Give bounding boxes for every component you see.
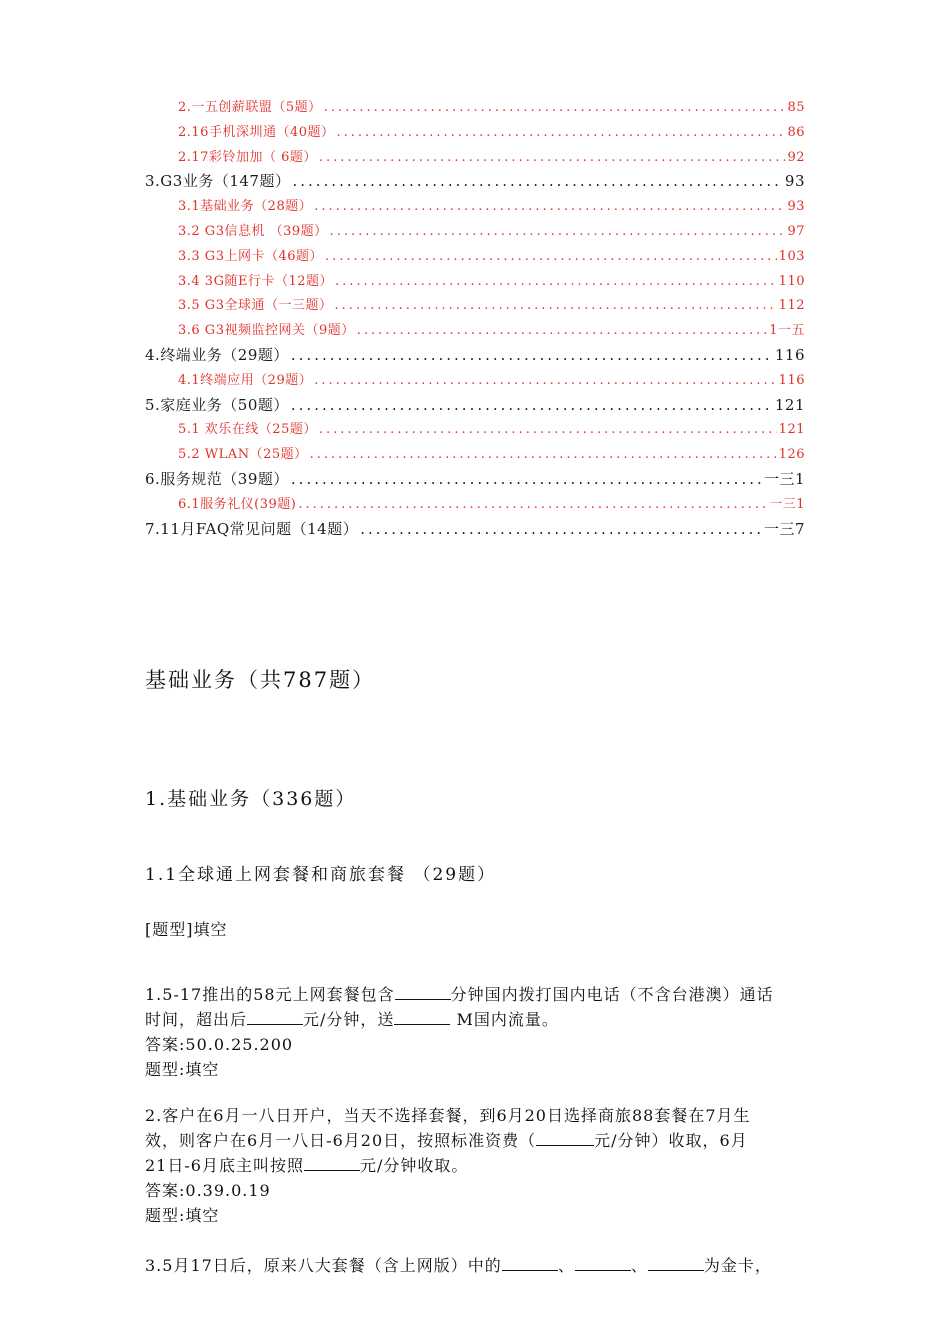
toc-entry[interactable] [145, 468, 805, 493]
toc-page-number: 93 [784, 172, 805, 191]
toc-page-number: 121 [774, 395, 805, 414]
toc-leader-dots [337, 125, 786, 140]
toc-entry-title: 3.6 G3视频监控网关（9题） [178, 323, 355, 339]
answer-blank [394, 1008, 450, 1025]
chapter-heading: 基础业务（共787题） [145, 668, 376, 692]
toc-entry-title: 3.5 G3全球通（一三题） [178, 298, 333, 314]
toc-leader-dots [314, 373, 776, 388]
toc-leader-dots [324, 100, 786, 115]
toc-page-number: 85 [787, 100, 805, 115]
toc-leader-dots [319, 150, 786, 165]
toc-leader-dots [292, 172, 782, 190]
toc-entry[interactable] [145, 270, 805, 295]
toc-entry[interactable] [145, 96, 805, 121]
toc-entry-title: 3.2 G3信息机 （39题） [178, 223, 328, 239]
question-text: 为金卡， [703, 1256, 772, 1275]
toc-entry[interactable] [145, 245, 805, 270]
question-text: 分钟国内拨打国内电话（不含台港澳）通话 [450, 985, 774, 1004]
answer-text: 答案:50.0.25.200 [145, 1035, 294, 1054]
subsection-heading: 1.1全球通上网套餐和商旅套餐 （29题） [145, 865, 497, 885]
toc-entry[interactable] [145, 319, 805, 344]
section-heading: 1.基础业务（336题） [145, 788, 357, 810]
toc-leader-dots [357, 323, 767, 338]
toc-entry-title: 2.16手机深圳通（40题） [178, 124, 335, 140]
question-text: 3.5月17日后，原来八大套餐（含上网版）中的 [145, 1256, 502, 1275]
toc-leader-dots [291, 396, 773, 414]
question-type-label: [题型]填空 [145, 920, 228, 939]
separator: 、 [630, 1256, 648, 1275]
answer-blank [247, 1008, 303, 1025]
toc-page-number: 116 [774, 345, 805, 364]
toc-entry-title: 3.1基础业务（28题） [178, 199, 313, 215]
question-text: 1.5-17推出的58元上网套餐包含 [145, 985, 395, 1004]
question-text: 21日-6月底主叫按照 [145, 1156, 304, 1175]
toc-page-number: 93 [787, 199, 805, 215]
toc-entry-title: 2.一五创薪联盟（5题） [178, 100, 322, 115]
question-type: 题型:填空 [145, 1060, 220, 1079]
toc-entry-title: 5.1 欢乐在线（25题） [178, 422, 317, 438]
toc-entry-title: 5.家庭业务（50题） [145, 395, 289, 414]
question-text: 效，则客户在6月一八日-6月20日，按照标准资费（ [145, 1131, 537, 1150]
toc-entry-title: 6.1服务礼仪(39题) [178, 496, 297, 512]
question-text: 2.客户在6月一八日开户，当天不选择套餐，到6月20日选择商旅88套餐在7月生 [145, 1106, 751, 1125]
toc-entry-title: 6.服务规范（39题） [145, 469, 289, 488]
toc-leader-dots [319, 422, 777, 437]
toc-leader-dots [314, 199, 785, 214]
separator: 、 [557, 1256, 575, 1275]
toc-page-number: 110 [778, 273, 805, 289]
toc-leader-dots [334, 298, 776, 313]
toc-entry[interactable] [145, 493, 805, 518]
toc-page-number: 一三1 [769, 496, 805, 512]
question-2 [145, 1103, 850, 1228]
toc-leader-dots [291, 346, 773, 364]
toc-page-number: 116 [778, 372, 805, 388]
toc-page-number: 一三1 [763, 469, 805, 488]
toc-entry-title: 3.G3业务（147题） [145, 172, 291, 191]
toc-entry-title: 5.2 WLAN（25题） [178, 447, 308, 463]
toc-entry[interactable] [145, 418, 805, 443]
toc-entry-title: 2.17彩铃加加（ 6题） [178, 149, 317, 165]
answer-blank [502, 1254, 558, 1271]
toc-page-number: 一三7 [763, 519, 805, 538]
toc-page-number: 86 [787, 124, 805, 140]
answer-blank [575, 1254, 631, 1271]
toc-entry[interactable] [145, 394, 805, 419]
toc-entry[interactable] [145, 146, 805, 171]
toc-page-number: 97 [787, 223, 805, 239]
toc-leader-dots [291, 470, 762, 488]
answer-blank [395, 983, 451, 1000]
toc-entry[interactable] [145, 195, 805, 220]
toc-entry[interactable] [145, 369, 805, 394]
question-text: M国内流量。 [450, 1010, 559, 1029]
toc-entry[interactable] [145, 121, 805, 146]
toc-entry[interactable] [145, 443, 805, 468]
question-type: 题型:填空 [145, 1206, 220, 1225]
toc-entry[interactable] [145, 344, 805, 369]
toc-page-number: 126 [778, 447, 805, 463]
answer-text: 答案:0.39.0.19 [145, 1181, 271, 1200]
toc-page-number: 112 [778, 298, 805, 314]
question-1 [145, 982, 850, 1082]
question-text: 元/分钟收取。 [359, 1156, 469, 1175]
toc-leader-dots [335, 274, 777, 289]
toc-leader-dots [330, 224, 786, 239]
toc-page-number: 92 [787, 149, 805, 165]
toc-page-number: 1一五 [769, 323, 805, 339]
toc-page-number: 121 [778, 422, 805, 438]
toc-page-number: 103 [778, 248, 805, 264]
toc-entry-title: 7.11月FAQ常见问题（14题） [145, 519, 359, 538]
answer-blank [648, 1254, 704, 1271]
answer-blank [304, 1154, 360, 1171]
toc-leader-dots [310, 447, 777, 462]
toc-entry[interactable] [145, 170, 805, 195]
toc-entry[interactable] [145, 220, 805, 245]
question-text: 元/分钟）收取，6月 [594, 1131, 748, 1150]
question-3 [145, 1253, 850, 1278]
toc-leader-dots [298, 497, 767, 512]
toc-entry-title: 4.1终端应用（29题） [178, 372, 313, 388]
question-text: 时间，超出后 [145, 1010, 248, 1029]
toc-entry-title: 4.终端业务（29题） [145, 345, 289, 364]
table-of-contents [145, 96, 805, 542]
toc-entry-title: 3.3 G3上网卡（46题） [178, 248, 324, 264]
question-text: 元/分钟，送 [303, 1010, 395, 1029]
toc-entry[interactable] [145, 294, 805, 319]
toc-entry-title: 3.4 3G随E行卡（12题） [178, 273, 333, 289]
answer-blank [536, 1129, 594, 1146]
toc-leader-dots [360, 520, 762, 538]
toc-entry[interactable] [145, 518, 805, 543]
toc-leader-dots [325, 249, 777, 264]
